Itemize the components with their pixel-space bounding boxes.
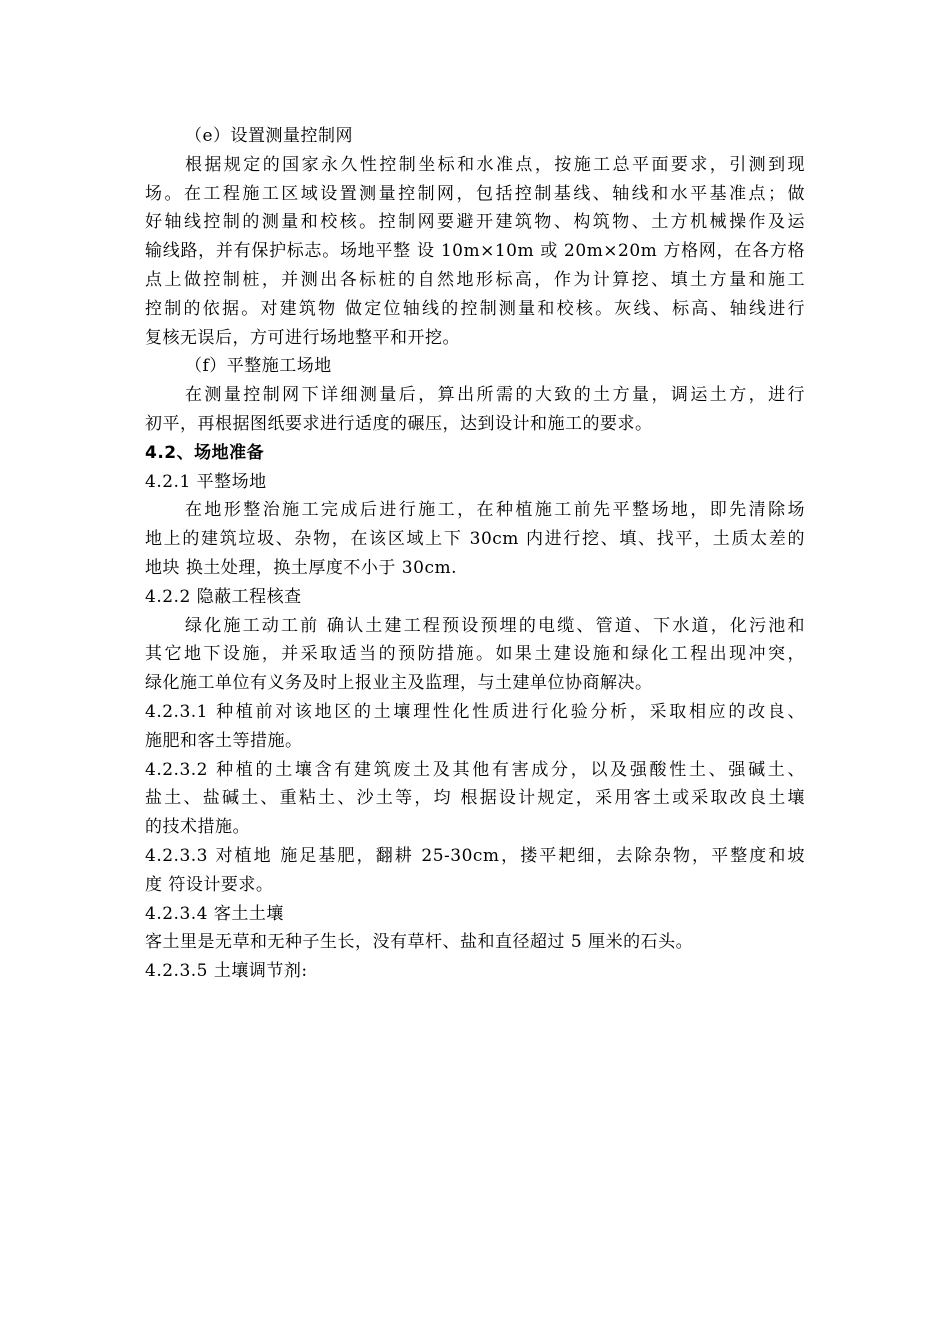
paragraph-line: 绿化施工动工前 确认土建工程预设预埋的电缆、管道、下水道，化污池和 — [185, 615, 805, 636]
paragraph-line: 复核无误后，方可进行场地整平和开挖。 — [145, 327, 460, 348]
clause-heading: 4.2.3.5 土壤调节剂: — [145, 961, 308, 982]
clause-line: 盐土、盐碱土、重粘土、沙土等，均 根据设计规定，采用客土或采取改良土壤 — [145, 788, 805, 809]
clause-line: 4.2.3.1 种植前对该地区的土壤理性化性质进行化验分析，采取相应的改良、 — [145, 701, 805, 722]
subsection-heading: 4.2.2 隐蔽工程核查 — [145, 586, 302, 607]
paragraph-line: 在测量控制网下详细测量后，算出所需的大致的土方量，调运土方，进行 — [185, 385, 805, 406]
subheading-f: （f）平整施工场地 — [185, 356, 332, 377]
paragraph-line: 输线路，并有保护标志。场地平整 设 10m×10m 或 20m×20m 方格网，在各方格 — [145, 241, 805, 262]
paragraph-line: 客土里是无草和无种子生长，没有草杆、盐和直径超过 5 厘米的石头。 — [145, 932, 694, 953]
paragraph-line: 好轴线控制的测量和校核。控制网要避开建筑物、构筑物、土方机械操作及运 — [145, 212, 805, 233]
clause-heading: 4.2.3.4 客土土壤 — [145, 903, 284, 924]
paragraph-line: 初平，再根据图纸要求进行适度的碾压，达到设计和施工的要求。 — [145, 413, 653, 434]
paragraph-line: 地上的建筑垃圾、杂物，在该区域上下 30cm 内进行挖、填、找平，土质太差的 — [145, 529, 805, 550]
paragraph-line: 场。在工程施工区域设置测量控制网，包括控制基线、轴线和水平基准点；做 — [145, 183, 805, 204]
paragraph-line: 控制的依据。对建筑物 做定位轴线的控制测量和校核。灰线、标高、轴线进行 — [145, 298, 805, 319]
paragraph-line: 在地形整治施工完成后进行施工，在种植施工前先平整场地，即先清除场 — [185, 500, 805, 521]
document-body — [145, 122, 805, 986]
clause-line: 的技术措施。 — [145, 817, 250, 838]
paragraph-line: 地块 换土处理，换土厚度不小于 30cm. — [145, 557, 457, 578]
subsection-heading: 4.2.1 平整场地 — [145, 471, 267, 492]
clause-line: 施肥和客土等措施。 — [145, 730, 303, 751]
clause-line: 4.2.3.3 对植地 施足基肥，翻耕 25-30cm，搂平耙细，去除杂物，平整度和坡 — [145, 845, 805, 866]
paragraph-line: 绿化施工单位有义务及时上报业主及监理，与土建单位协商解决。 — [145, 673, 653, 694]
paragraph-line: 点上做控制桩，并测出各标桩的自然地形标高，作为计算挖、填土方量和施工 — [145, 269, 805, 290]
paragraph-line: 其它地下设施，并采取适当的预防措施。如果土建设施和绿化工程出现冲突， — [145, 644, 805, 665]
subheading-e: （e）设置测量控制网 — [185, 126, 354, 146]
section-heading: 4.2、场地准备 — [145, 442, 265, 463]
paragraph-line: 根据规定的国家永久性控制坐标和水准点，按施工总平面要求，引测到现 — [185, 154, 805, 175]
clause-line: 4.2.3.2 种植的土壤含有建筑废土及其他有害成分，以及强酸性土、强碱土、 — [145, 759, 805, 780]
clause-line: 度 符设计要求。 — [145, 874, 274, 895]
